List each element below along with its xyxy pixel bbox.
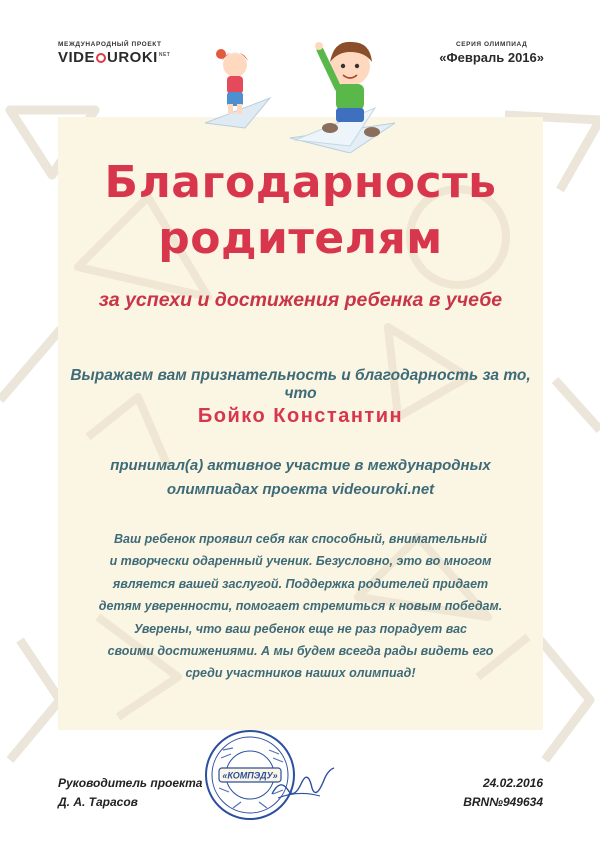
- project-kicker: МЕЖДУНАРОДНЫЙ ПРОЕКТ: [58, 41, 162, 48]
- gratitude-lead: Выражаем вам признательность и благодарность за то, что: [70, 367, 531, 402]
- message-line: Ваш ребенок проявил себя как способный, внимательный: [114, 532, 487, 546]
- participation-line: олимпиадах проекта videouroki.net: [166, 481, 435, 498]
- logo-o-ring-icon: [96, 53, 106, 63]
- signer-name: Д. А. Тарасов: [58, 795, 138, 809]
- message-line: является вашей заслугой. Поддержка родителей придает: [112, 576, 489, 591]
- certificate-title-line1: Благодарность: [104, 157, 497, 208]
- series-name: «Февраль 2016»: [439, 50, 544, 65]
- participation-text: [88, 454, 513, 502]
- message-line: детям уверенности, помогает стремиться к новым победам.: [98, 599, 503, 614]
- logo-text-start: VIDE: [58, 49, 96, 66]
- logo-text-end: UROKI: [107, 49, 158, 66]
- children-paper-airplane-illustration: [200, 28, 400, 153]
- project-brand: [58, 41, 170, 66]
- issue-date: 24.02.2016: [482, 776, 543, 790]
- certificate-subtitle: за успехи и достижения ребенка в учебе: [98, 289, 503, 311]
- olympiad-series: [439, 41, 544, 65]
- certificate-title-line2: родителям: [158, 213, 443, 264]
- signer-role: Руководитель проекта: [58, 776, 203, 790]
- series-kicker: СЕРИЯ ОЛИМПИАД: [455, 41, 528, 48]
- issue-details: [463, 774, 543, 812]
- stamp-label: «КОМПЭДУ»: [222, 770, 278, 781]
- message-line: и творчески одаренный ученик. Безусловно, это во многом: [109, 554, 492, 569]
- message-line: среди участников наших олимпиад!: [185, 666, 416, 681]
- message-line: своими достижениями. А мы будем всегда рады видеть его: [107, 644, 494, 659]
- videouroki-logo: [58, 49, 170, 66]
- handwritten-signature: [268, 760, 338, 808]
- message-line: Уверены, что ваш ребенок еще не раз порадует вас: [133, 621, 468, 636]
- registration-number: BRN№949634: [463, 795, 543, 809]
- logo-suffix: NET: [158, 52, 171, 58]
- participation-line: принимал(а) активное участие в международных: [110, 457, 491, 474]
- message-paragraph: [88, 528, 513, 685]
- signer-block: [58, 774, 202, 812]
- student-name: Бойко Константин: [197, 405, 404, 427]
